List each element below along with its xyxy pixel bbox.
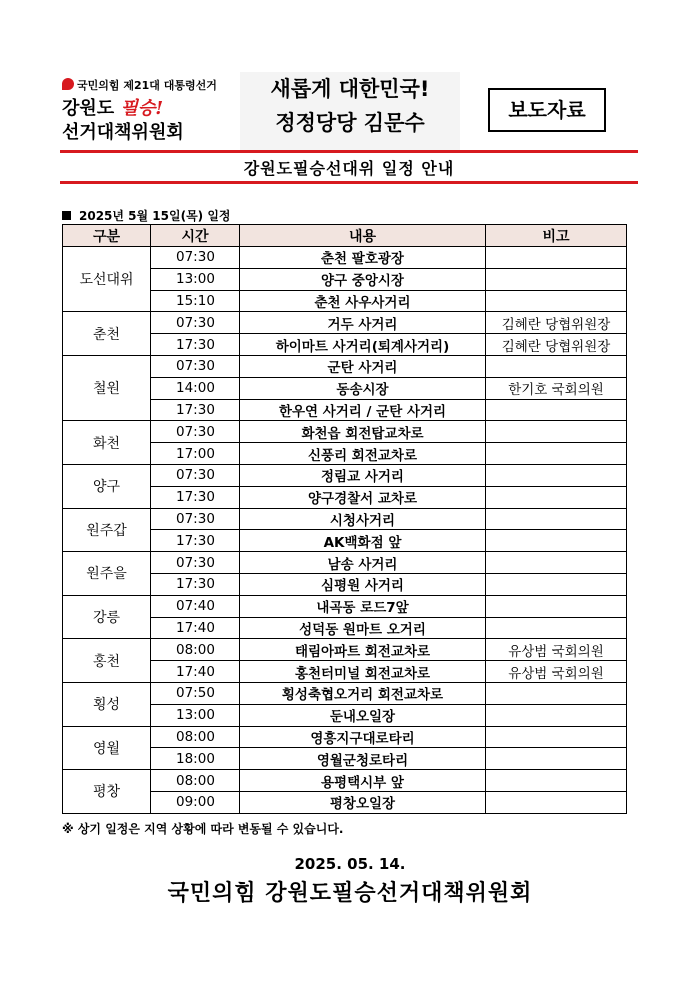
note-cell xyxy=(486,421,627,443)
note-cell xyxy=(486,530,627,552)
note-cell xyxy=(486,748,627,770)
region-cell: 홍천 xyxy=(63,639,151,683)
content-cell: 용평택시부 앞 xyxy=(240,770,486,792)
table-row xyxy=(63,421,627,443)
content-cell: 내곡동 로드7앞 xyxy=(240,595,486,617)
party-logo-icon xyxy=(62,78,74,90)
note-cell xyxy=(486,704,627,726)
header-category: 구분 xyxy=(63,225,151,247)
note-cell: 한기호 국회의원 xyxy=(486,377,627,399)
content-cell: 정림교 사거리 xyxy=(240,464,486,486)
time-cell: 07:30 xyxy=(151,508,240,530)
slogan-banner xyxy=(240,72,460,150)
time-cell: 17:30 xyxy=(151,334,240,356)
schedule-date xyxy=(62,207,231,224)
content-cell: 하이마트 사거리(퇴계사거리) xyxy=(240,334,486,356)
time-cell: 07:50 xyxy=(151,682,240,704)
table-row xyxy=(63,595,627,617)
title-bottom-rule xyxy=(60,181,638,184)
note-cell xyxy=(486,595,627,617)
note-cell xyxy=(486,399,627,421)
note-cell xyxy=(486,573,627,595)
note-cell: 김혜란 당협위원장 xyxy=(486,334,627,356)
region-cell: 영월 xyxy=(63,726,151,770)
footer-org: 국민의힘 강원도필승선거대책위원회 xyxy=(167,881,533,906)
region-cell: 횡성 xyxy=(63,682,151,726)
table-row xyxy=(63,508,627,530)
region-cell: 도선대위 xyxy=(63,247,151,312)
content-cell: 화천읍 회전탑교차로 xyxy=(240,421,486,443)
time-cell: 08:00 xyxy=(151,770,240,792)
title-top-rule xyxy=(60,150,638,153)
note-cell xyxy=(486,617,627,639)
content-cell: 춘천 사우사거리 xyxy=(240,290,486,312)
logo-line2-a: 강원도 xyxy=(62,98,121,119)
note-cell xyxy=(486,770,627,792)
content-cell: 군탄 사거리 xyxy=(240,355,486,377)
note-cell xyxy=(486,486,627,508)
time-cell: 13:00 xyxy=(151,268,240,290)
region-cell: 철원 xyxy=(63,355,151,420)
logo-line2-b: 필승! xyxy=(120,98,164,119)
content-cell: 동송시장 xyxy=(240,377,486,399)
content-cell: 심평원 사거리 xyxy=(240,573,486,595)
content-cell: 시청사거리 xyxy=(240,508,486,530)
schedule-date-text: 2025년 5월 15일(목) 일정 xyxy=(79,209,231,223)
note-cell xyxy=(486,247,627,269)
time-cell: 08:00 xyxy=(151,726,240,748)
table-row xyxy=(63,639,627,661)
schedule-table xyxy=(62,224,627,814)
region-cell: 평창 xyxy=(63,770,151,814)
region-cell: 원주을 xyxy=(63,552,151,596)
time-cell: 07:30 xyxy=(151,247,240,269)
time-cell: 07:40 xyxy=(151,595,240,617)
logo-line3: 선거대책위원회 xyxy=(62,122,184,143)
time-cell: 18:00 xyxy=(151,748,240,770)
square-bullet-icon xyxy=(62,211,71,220)
note-cell xyxy=(486,682,627,704)
footer-date: 2025. 05. 14. xyxy=(294,855,406,873)
note-cell xyxy=(486,464,627,486)
note-cell: 유상범 국회의원 xyxy=(486,639,627,661)
content-cell: 성덕동 원마트 오거리 xyxy=(240,617,486,639)
note-cell xyxy=(486,268,627,290)
time-cell: 17:30 xyxy=(151,573,240,595)
time-cell: 07:30 xyxy=(151,552,240,574)
note-cell xyxy=(486,508,627,530)
notice-text: ※ 상기 일정은 지역 상황에 따라 변동될 수 있습니다. xyxy=(62,822,344,836)
header-time: 시간 xyxy=(151,225,240,247)
slogan-line1: 새롭게 대한민국! xyxy=(270,77,430,101)
time-cell: 07:30 xyxy=(151,355,240,377)
table-row xyxy=(63,770,627,792)
time-cell: 08:00 xyxy=(151,639,240,661)
table-row xyxy=(63,464,627,486)
party-logo xyxy=(62,74,247,146)
content-cell: 한우연 사거리 / 군탄 사거리 xyxy=(240,399,486,421)
note-cell xyxy=(486,791,627,813)
time-cell: 17:30 xyxy=(151,530,240,552)
time-cell: 07:30 xyxy=(151,421,240,443)
content-cell: 둔내오일장 xyxy=(240,704,486,726)
note-cell xyxy=(486,355,627,377)
table-row xyxy=(63,726,627,748)
time-cell: 13:00 xyxy=(151,704,240,726)
time-cell: 17:40 xyxy=(151,661,240,683)
content-cell: AK백화점 앞 xyxy=(240,530,486,552)
content-cell: 영월군청로타리 xyxy=(240,748,486,770)
content-cell: 평창오일장 xyxy=(240,791,486,813)
table-row xyxy=(63,312,627,334)
table-header-row xyxy=(63,225,627,247)
content-cell: 신풍리 회전교차로 xyxy=(240,443,486,465)
content-cell: 태림아파트 회전교차로 xyxy=(240,639,486,661)
note-cell xyxy=(486,290,627,312)
region-cell: 화천 xyxy=(63,421,151,465)
table-row xyxy=(63,247,627,269)
table-row xyxy=(63,355,627,377)
document-title: 강원도필승선대위 일정 안내 xyxy=(243,159,455,178)
logo-line1: 국민의힘 제21대 대통령선거 xyxy=(77,79,217,92)
note-cell: 김혜란 당협위원장 xyxy=(486,312,627,334)
time-cell: 07:30 xyxy=(151,464,240,486)
region-cell: 양구 xyxy=(63,464,151,508)
time-cell: 17:30 xyxy=(151,399,240,421)
header-content: 내용 xyxy=(240,225,486,247)
time-cell: 17:30 xyxy=(151,486,240,508)
header-note: 비고 xyxy=(486,225,627,247)
slogan-line2: 정정당당 김문수 xyxy=(275,111,425,135)
table-row xyxy=(63,552,627,574)
region-cell: 춘천 xyxy=(63,312,151,356)
table-body xyxy=(63,247,627,814)
content-cell: 거두 사거리 xyxy=(240,312,486,334)
time-cell: 17:40 xyxy=(151,617,240,639)
content-cell: 양구경찰서 교차로 xyxy=(240,486,486,508)
region-cell: 원주갑 xyxy=(63,508,151,552)
press-release-label: 보도자료 xyxy=(488,88,606,132)
table-row xyxy=(63,682,627,704)
content-cell: 영흥지구대로타리 xyxy=(240,726,486,748)
region-cell: 강릉 xyxy=(63,595,151,639)
time-cell: 17:00 xyxy=(151,443,240,465)
content-cell: 춘천 팔호광장 xyxy=(240,247,486,269)
note-cell xyxy=(486,726,627,748)
time-cell: 15:10 xyxy=(151,290,240,312)
content-cell: 횡성축협오거리 회전교차로 xyxy=(240,682,486,704)
time-cell: 09:00 xyxy=(151,791,240,813)
content-cell: 남송 사거리 xyxy=(240,552,486,574)
content-cell: 홍천터미널 회전교차로 xyxy=(240,661,486,683)
time-cell: 14:00 xyxy=(151,377,240,399)
note-cell xyxy=(486,552,627,574)
note-cell xyxy=(486,443,627,465)
time-cell: 07:30 xyxy=(151,312,240,334)
content-cell: 양구 중앙시장 xyxy=(240,268,486,290)
note-cell: 유상범 국회의원 xyxy=(486,661,627,683)
